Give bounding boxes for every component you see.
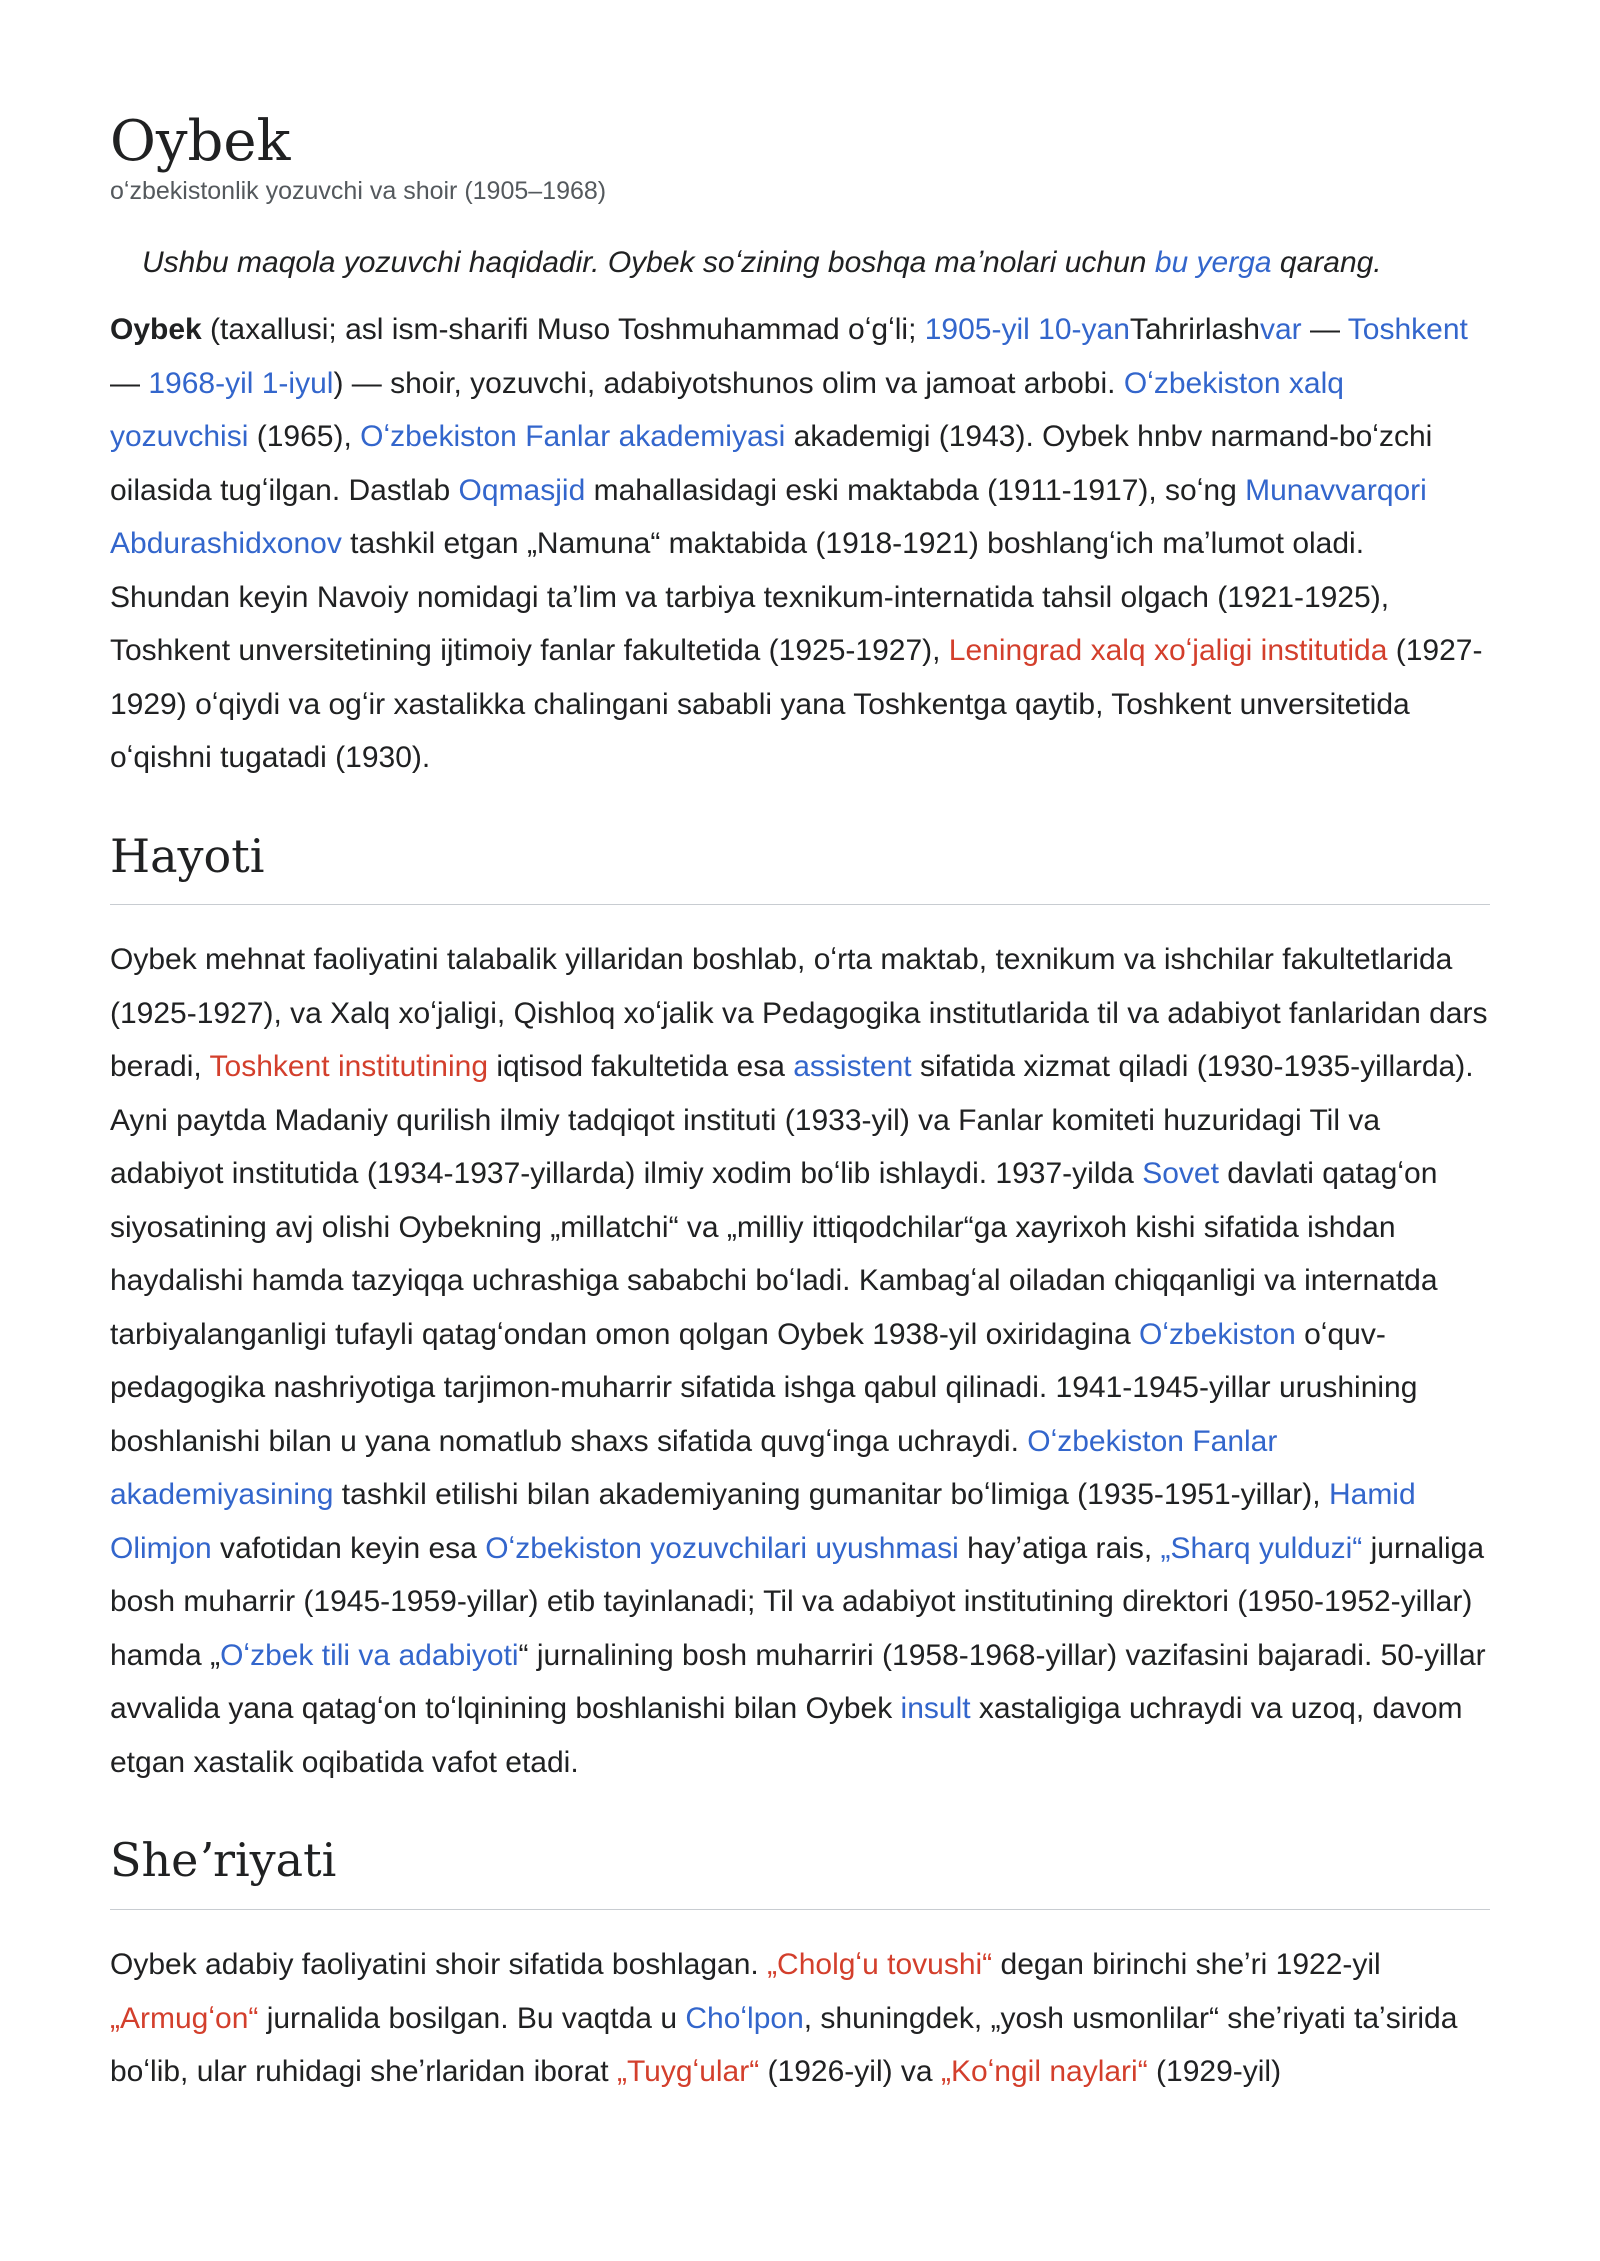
intro-text: (1927-1929) oʻqiydi va ogʻir xastalikka chalingani sababli yana Toshkentga qaytib, Toshkent unversitetida oʻqishni tugatadi (1930). [110,634,1483,775]
hayoti-text: xastaligiga uchraydi va uzoq, davom etgan xastalik oqibatida vafot etadi. [110,1692,1463,1779]
hayoti-text: sifatida xizmat qiladi (1930-1935-yillarda). Ayni paytda Madaniy qurilish ilmiy tadqiqot instituti (1933-yil) va Fanlar komiteti huzuridagi Til va adabiyot institutida (1934-1937-yillarda) ilmiy xodim boʻlib ishlaydi. 1937-yilda [110,1050,1474,1191]
hayoti-paragraph [110,933,1490,1789]
intro-text: — [110,366,149,400]
intro-text: — [1301,313,1348,347]
link-ozbek-tili[interactable]: Oʻzbek tili va adabiyoti [220,1638,519,1672]
hatnote [142,240,1490,285]
link-tuygular[interactable]: „Tuygʻular“ [616,2055,760,2089]
intro-text: (taxallusi; asl ism-sharifi Muso Toshmuhammad oʻgʻli; [201,313,925,347]
link-assistent[interactable]: assistent [793,1050,912,1084]
hayoti-text: davlati qatagʻon siyosatining avj olishi Oybekning „millatchi“ va „milliy ittiqodchilar“ga xayrixoh kishi sifatida ishdan haydalishi hamda tazyiqqa uchrashiga sababchi boʻladi. Kambagʻal oiladan chiqqanligi va internatda tarbiyalanganligi tufayli qatagʻondan omon qolgan Oybek 1938-yil oxiridagina [110,1157,1438,1351]
hayoti-text: iqtisod fakultetida esa [488,1050,794,1084]
hatnote-after: qarang. [1271,246,1382,280]
link-hamid-olimjon[interactable]: Hamid Olimjon [110,1478,1416,1565]
link-kongil-naylari[interactable]: „Koʻngil naylari“ [940,2055,1148,2089]
intro-paragraph [110,303,1490,785]
link-toshkent-instituti[interactable]: Toshkent institutining [209,1050,489,1084]
hatnote-text: Ushbu maqola yozuvchi haqidadir. Oybek soʻzining boshqa maʼnolari uchun [142,246,1155,280]
intro-text: (1965), [248,420,361,454]
hayoti-text: tashkil etilishi bilan akademiyaning gumanitar boʻlimiga (1935-1951-yillar), [333,1478,1329,1512]
hatnote-link[interactable]: bu yerga [1154,246,1272,280]
lead-bold: Oybek [110,313,202,347]
intro-text: ) — shoir, yozuvchi, adabiyotshunos olim va jamoat arbobi. [333,366,1124,400]
link-sharq-yulduzi[interactable]: „Sharq yulduzi“ [1160,1531,1363,1565]
sheriyati-text: jurnalida bosilgan. Bu vaqtda u [258,2001,686,2035]
section-heading-hayoti: Hayoti [110,827,1490,906]
link-birth-date[interactable]: 1905-yil 10-yan [924,313,1130,347]
link-var[interactable]: var [1259,313,1302,347]
link-cholgu-tovushi[interactable]: „Cholgʻu tovushi“ [767,1948,993,1982]
hayoti-text: oʻquv-pedagogika nashriyotiga tarjimon-muharrir sifatida ishga qabul qilinadi. 1941-1945-yillar urushining boshlanishi bilan u yana nomatlub shaxs sifatida quvgʻinga uchraydi. [110,1317,1418,1458]
link-toshkent[interactable]: Toshkent [1347,313,1468,347]
link-yozuvchilar-uyushmasi[interactable]: Oʻzbekiston yozuvchilari uyushmasi [485,1531,959,1565]
link-ozbekiston[interactable]: Oʻzbekiston [1139,1317,1296,1351]
link-oqmasjid[interactable]: Oqmasjid [458,473,586,507]
link-leningrad[interactable]: Leningrad xalq xoʻjaligi institutida [948,634,1388,668]
hayoti-text: jurnaliga bosh muharrir (1945-1959-yillar) etib tayinlanadi; Til va adabiyot institutining direktori (1950-1952-yillar) hamda „ [110,1531,1485,1672]
link-sovet[interactable]: Sovet [1142,1157,1219,1191]
hayoti-text: hayʼatiga rais, [958,1531,1161,1565]
sheriyati-text: (1926-yil) va [759,2055,941,2089]
link-fanlar-akademiyasi[interactable]: Oʻzbekiston Fanlar akademiyasi [360,420,786,454]
sheriyati-text: degan birinchi sheʼri 1922-yil [992,1948,1381,1982]
page-title: Oybek [110,109,291,174]
hayoti-text: vafotidan keyin esa [211,1531,486,1565]
intro-text: tashkil etgan „Namuna“ maktabida (1918-1921) boshlangʻich maʼlumot oladi. Shundan keyin Navoiy nomidagi taʼlim va tarbiya texnikum-internatida tahsil olgach (1921-1925), Toshkent unversitetining ijtimoiy fanlar fakultetida (1925-1927), [110,527,1390,668]
intro-text: akademigi (1943). Oybek hnbv narmand-boʻzchi oilasida tugʻilgan. Dastlab [110,420,1433,507]
hayoti-text: Oybek mehnat faoliyatini talabalik yillaridan boshlab, oʻrta maktab, texnikum va ishchilar fakultetlarida (1925-1927), va Xalq xoʻjaligi, Qishloq xoʻjalik va Pedagogika institutlarida til va adabiyot fanlaridan dars beradi, [110,943,1488,1084]
link-insult[interactable]: insult [900,1692,971,1726]
sheriyati-text: Oybek adabiy faoliyatini shoir sifatida boshlagan. [110,1948,768,1982]
link-cholpon[interactable]: Choʻlpon [685,2001,804,2035]
link-fanlar-akademiyasining[interactable]: Oʻzbekiston Fanlar akademiyasining [110,1424,1278,1512]
section-heading-sheriyati: Sheʼriyati [110,1831,1490,1910]
intro-text: Tahrirlash [1129,313,1260,347]
link-munavvarqori[interactable]: Munavvarqori Abdurashidxonov [110,473,1427,561]
link-armugon[interactable]: „Armugʻon“ [110,2001,259,2035]
hayoti-text: “ jurnalining bosh muharriri (1958-1968-yillar) vazifasini bajaradi. 50-yillar avvalida yana qatagʻon toʻlqinining boshlanishi bilan Oybek [110,1638,1486,1726]
link-xalq-yozuvchisi[interactable]: Oʻzbekiston xalq yozuvchisi [110,366,1344,454]
intro-text: mahallasidagi eski maktabda (1911-1917), soʻng [585,473,1246,507]
sheriyati-paragraph [110,1938,1490,2099]
sheriyati-text: , shuningdek, „yosh usmonlilar“ sheʼriyati taʼsirida boʻlib, ular ruhidagi sheʼrlaridan iborat [110,2001,1458,2089]
page-subtitle: oʻzbekistonlik yozuvchi va shoir (1905–1968) [110,177,607,206]
sheriyati-text: (1929-yil) [1147,2055,1282,2089]
link-death-date[interactable]: 1968-yil 1-iyul [148,366,334,400]
